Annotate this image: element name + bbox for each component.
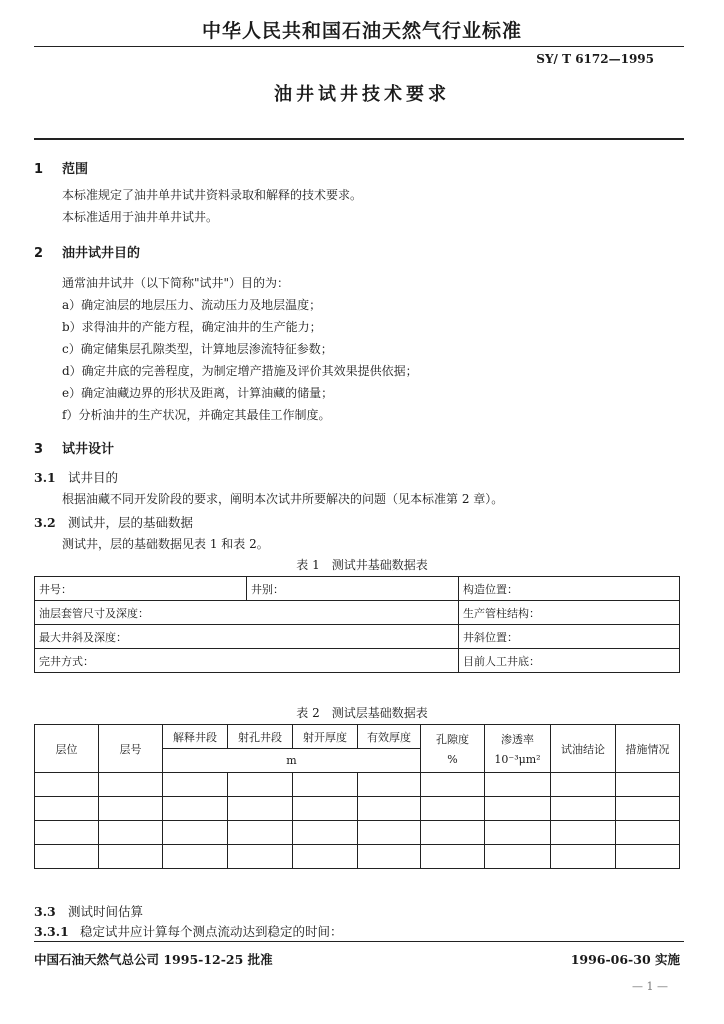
table-cell <box>551 773 616 797</box>
paragraph: 测试井，层的基础数据见表 1 和表 2。 <box>62 537 269 551</box>
table-row <box>35 577 680 601</box>
header-interpretation-interval: 解释井段 <box>163 725 228 749</box>
subsection-number: 3.1 <box>34 470 56 485</box>
table-cell <box>485 821 551 845</box>
table-header-row <box>35 725 680 749</box>
subsection-title: 测试时间估算 <box>68 904 144 919</box>
table-cell <box>485 797 551 821</box>
subsection-number: 3.2 <box>34 515 56 530</box>
header-layer-position: 层位 <box>35 725 99 773</box>
header-unit: 10⁻³μm² <box>494 753 541 766</box>
table-cell: 构造位置： <box>459 577 680 601</box>
table-cell <box>228 821 293 845</box>
effective-date: 1996-06-30 实施 <box>570 952 680 967</box>
paragraph: 本标准适用于油井单井试井。 <box>62 210 219 224</box>
table-cell <box>551 821 616 845</box>
table-cell <box>616 821 680 845</box>
list-item: e）确定油藏边界的形状及距离，计算油藏的储量； <box>62 386 334 400</box>
header-unit: % <box>447 753 458 766</box>
page-number: — 1 — <box>632 980 668 993</box>
paragraph: 根据油藏不同开发阶段的要求，阐明本次试井所要解决的问题（见本标准第 2 章）。 <box>62 492 504 506</box>
subsection-number: 3.3 <box>34 904 56 919</box>
header-label: 孔隙度 <box>436 733 469 746</box>
header-test-conclusion: 试油结论 <box>551 725 616 773</box>
table-cell <box>99 773 163 797</box>
table-cell <box>228 845 293 869</box>
table-cell <box>99 821 163 845</box>
table-cell <box>35 797 99 821</box>
subsection-3-3-heading <box>34 902 143 920</box>
table-cell <box>35 773 99 797</box>
table-2-caption: 表 2 测试层基础数据表 <box>296 706 428 720</box>
subsection-title: 试井目的 <box>68 470 119 485</box>
table-cell <box>228 773 293 797</box>
table-row <box>35 773 680 797</box>
list-item: b）求得油井的产能方程，确定油井的生产能力； <box>62 320 322 334</box>
table-2 <box>34 724 680 869</box>
table-cell <box>421 821 485 845</box>
subsection-3-1-heading <box>34 468 118 486</box>
header-rule <box>34 46 684 47</box>
list-item: a）确定油层的地层压力、流动压力及地层温度； <box>62 298 322 312</box>
section-2-heading <box>34 242 140 261</box>
header-label: 渗透率 <box>501 733 534 746</box>
section-3-heading <box>34 438 114 457</box>
section-title: 油井试井目的 <box>62 246 141 261</box>
section-number: 1 <box>34 162 44 177</box>
table-cell <box>421 797 485 821</box>
table-row <box>35 649 680 673</box>
table-cell <box>99 797 163 821</box>
table-cell <box>228 797 293 821</box>
header-net-thickness: 有效厚度 <box>358 725 421 749</box>
table-cell: 井号： <box>35 577 247 601</box>
table-cell <box>551 797 616 821</box>
header-perforated-thickness: 射开厚度 <box>293 725 358 749</box>
footer-rule <box>34 941 684 942</box>
table-row <box>35 601 680 625</box>
header-measures: 措施情况 <box>616 725 680 773</box>
table-cell <box>616 797 680 821</box>
table-cell: 油层套管尺寸及深度： <box>35 601 459 625</box>
header-perforation-interval: 射孔井段 <box>228 725 293 749</box>
table-cell <box>99 845 163 869</box>
table-cell <box>421 773 485 797</box>
document-title: 油井试井技术要求 <box>274 84 450 105</box>
table-cell <box>616 845 680 869</box>
table-cell <box>358 773 421 797</box>
section-title: 范围 <box>62 162 89 177</box>
table-cell <box>293 773 358 797</box>
table-cell <box>163 845 228 869</box>
paragraph: 稳定试井应计算每个测点流动达到稳定的时间： <box>80 924 343 939</box>
table-cell <box>163 821 228 845</box>
table-row <box>35 845 680 869</box>
table-cell: 生产管柱结构： <box>459 601 680 625</box>
subsection-number: 3.3.1 <box>34 924 69 939</box>
paragraph: 本标准规定了油井单井试井资料录取和解释的技术要求。 <box>62 188 363 202</box>
table-row <box>35 625 680 649</box>
title-rule <box>34 138 684 140</box>
table-1 <box>34 576 680 673</box>
table-cell <box>358 821 421 845</box>
section-1-heading <box>34 158 88 177</box>
list-item: c）确定储集层孔隙类型，计算地层渗流特征参数； <box>62 342 333 356</box>
table-cell: 井别： <box>247 577 459 601</box>
table-cell <box>551 845 616 869</box>
list-item: d）确定井底的完善程度，为制定增产措施及评价其效果提供依据； <box>62 364 418 378</box>
table-cell: 最大井斜及深度： <box>35 625 459 649</box>
table-cell <box>163 797 228 821</box>
table-cell <box>293 797 358 821</box>
table-cell: 目前人工井底： <box>459 649 680 673</box>
table-row <box>35 821 680 845</box>
subsection-title: 测试井，层的基础数据 <box>68 515 194 530</box>
table-cell <box>485 845 551 869</box>
table-cell <box>293 821 358 845</box>
table-cell <box>616 773 680 797</box>
table-cell <box>358 845 421 869</box>
header-layer-number: 层号 <box>99 725 163 773</box>
header-porosity <box>421 725 485 773</box>
table-row <box>35 797 680 821</box>
table-cell: 井斜位置： <box>459 625 680 649</box>
table-cell <box>485 773 551 797</box>
table-cell: 完井方式： <box>35 649 459 673</box>
approval-note: 中国石油天然气总公司 1995-12-25 批准 <box>34 952 273 967</box>
table-cell <box>358 797 421 821</box>
table-cell <box>163 773 228 797</box>
section-number: 2 <box>34 246 44 261</box>
table-1-caption: 表 1 测试井基础数据表 <box>296 558 428 572</box>
header-unit-meters: m <box>163 749 421 773</box>
subsection-3-3-1 <box>34 922 343 940</box>
table-cell <box>293 845 358 869</box>
section-title: 试井设计 <box>62 442 115 457</box>
list-item: f）分析油井的生产状况，并确定其最佳工作制度。 <box>62 408 331 422</box>
table-cell <box>421 845 485 869</box>
section-number: 3 <box>34 442 44 457</box>
paragraph: 通常油井试井（以下简称"试井"）目的为： <box>62 276 290 290</box>
standard-number: SY/ T 6172—1995 <box>536 52 654 66</box>
header-permeability <box>485 725 551 773</box>
subsection-3-2-heading <box>34 513 193 531</box>
table-cell <box>35 845 99 869</box>
table-cell <box>35 821 99 845</box>
org-title: 中华人民共和国石油天然气行业标准 <box>201 20 522 42</box>
